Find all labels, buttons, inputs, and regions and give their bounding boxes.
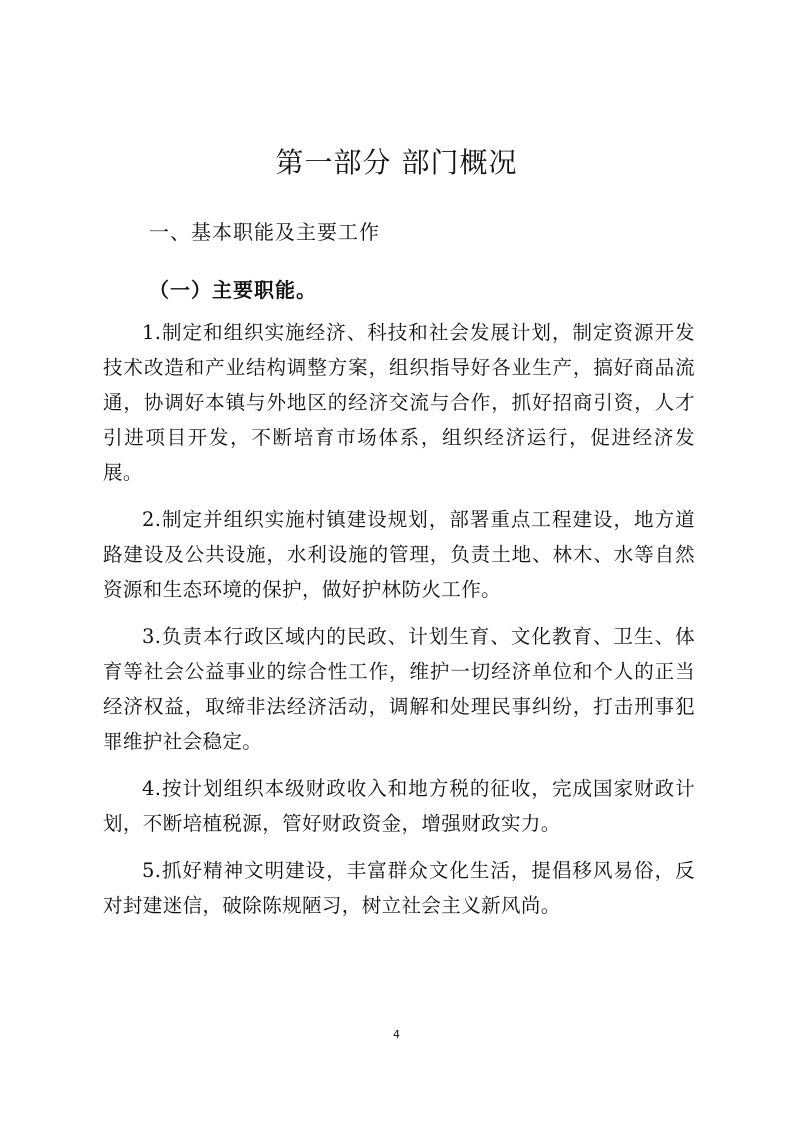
paragraph-2: 2.制定并组织实施村镇建设规划，部署重点工程建设，地方道路建设及公共设施，水利设施的管理，负责土地、林木、水等自然资源和生态环境的保护，做好护林防火工作。	[103, 508, 695, 601]
paragraph-5: 5.抓好精神文明建设，丰富群众文化生活，提倡移风易俗，反对封建迷信，破除陈规陋习，树立社会主义新风尚。	[103, 859, 695, 917]
page-number: 4	[393, 1028, 400, 1041]
paragraph-3: 3.负责本行政区域内的民政、计划生育、文化教育、卫生、体育等社会公益事业的综合性工作，维护一切经济单位和个人的正当经济权益，取缔非法经济活动，调解和处理民事纠纷，打击刑事犯罪维护社会稳定。	[103, 625, 695, 753]
subsection-heading: （一）主要职能。	[149, 278, 317, 302]
section-heading: 一、基本职能及主要工作	[149, 220, 380, 244]
paragraph-1: 1.制定和组织实施经济、科技和社会发展计划，制定资源开发技术改造和产业结构调整方案，组织指导好各业生产，搞好商品流通，协调好本镇与外地区的经济交流与合作，抓好招商引资，人才引进项目开发，不断培育市场体系，组织经济运行，促进经济发展。	[103, 321, 695, 484]
paragraph-4: 4.按计划组织本级财政收入和地方税的征收，完成国家财政计划，不断培植税源，管好财政资金，增强财政实力。	[103, 777, 695, 835]
page-title: 第一部分 部门概况	[275, 146, 518, 179]
document-body	[103, 315, 695, 935]
